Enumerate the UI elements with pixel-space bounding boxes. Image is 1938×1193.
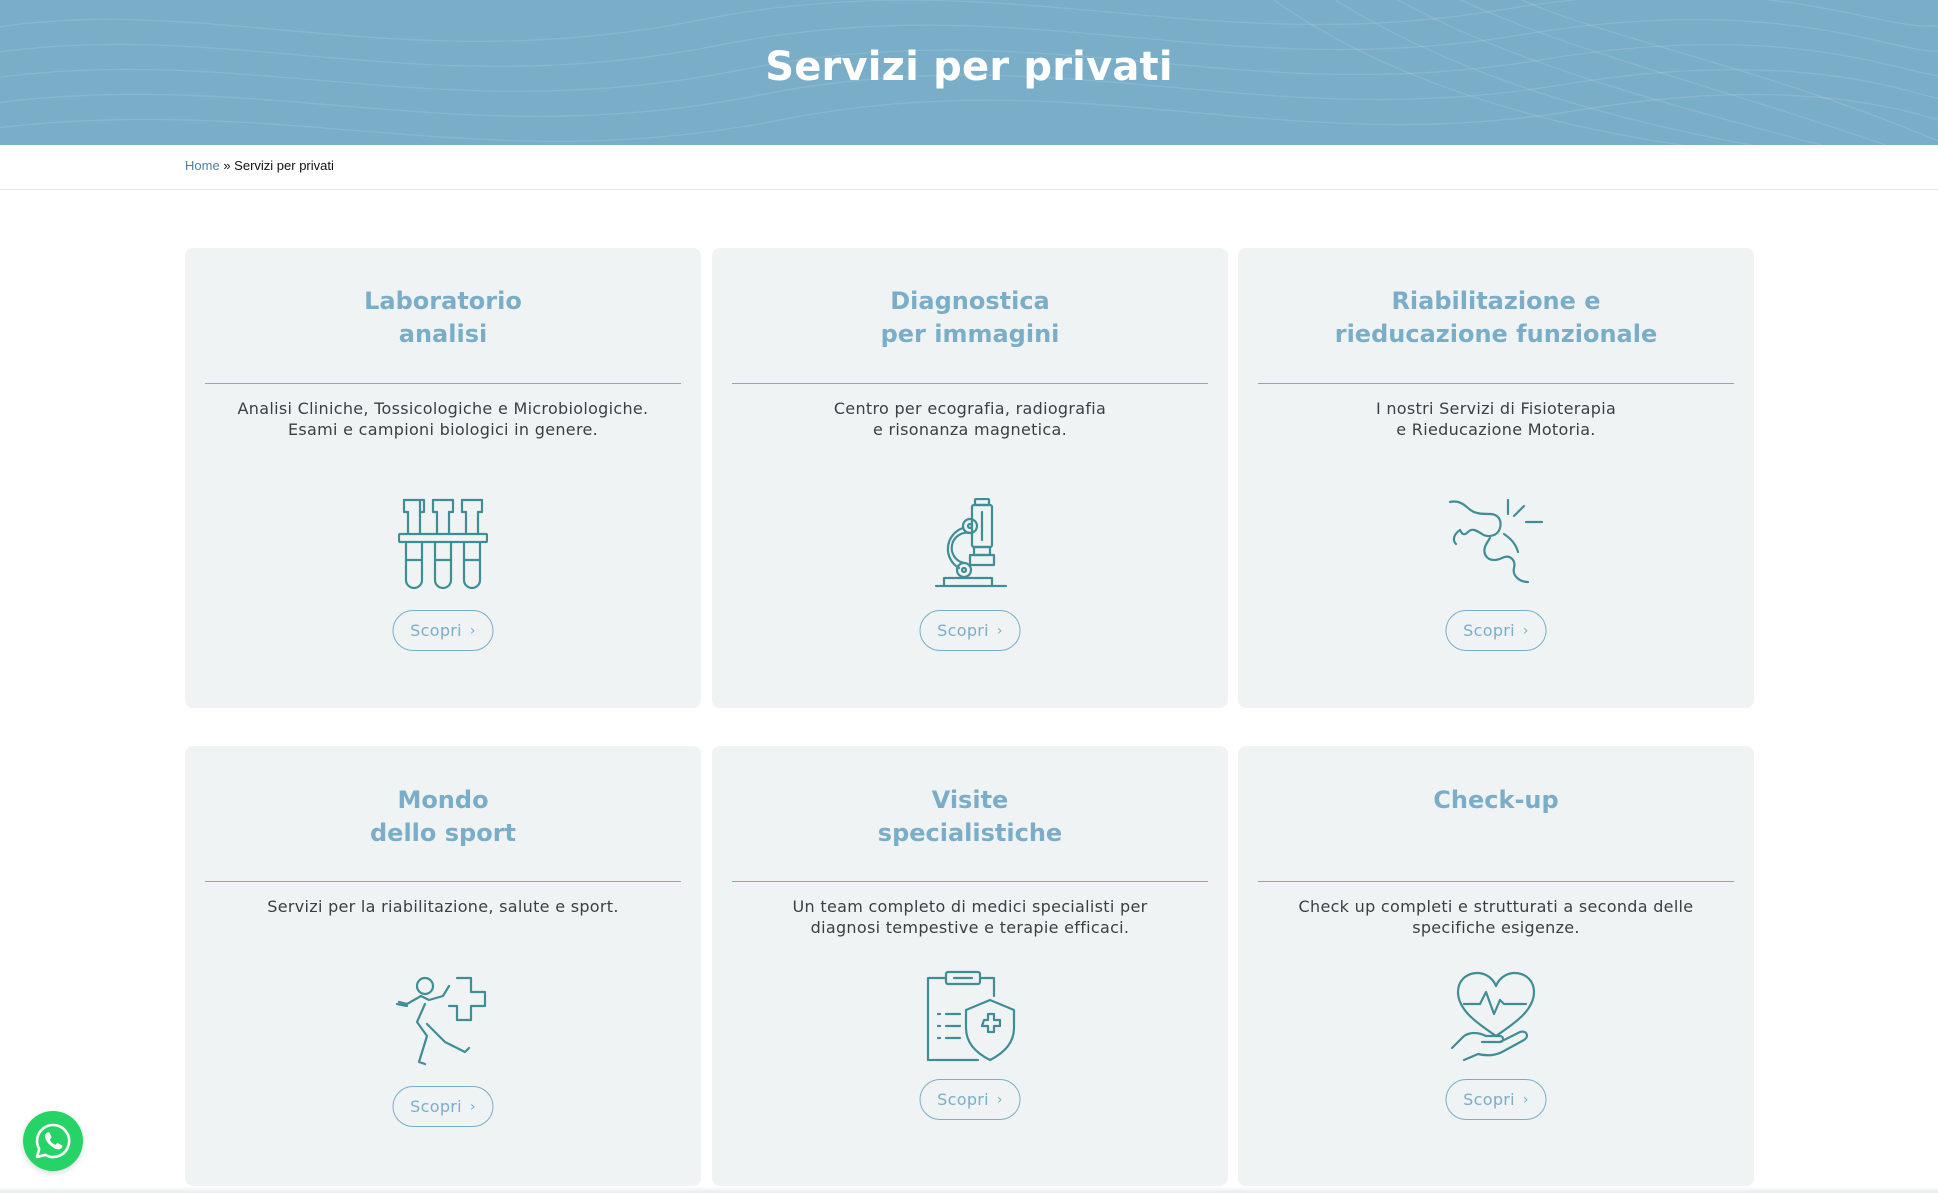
- scopri-button[interactable]: [920, 1079, 1021, 1120]
- breadcrumb-home-link[interactable]: Home: [185, 158, 220, 173]
- service-card-diagnostica: [712, 248, 1228, 708]
- microscope-icon: [930, 498, 1010, 590]
- card-title: [712, 285, 1228, 351]
- card-description-line: Check up completi e strutturati a seconda delle: [1298, 897, 1694, 916]
- scopri-label: Scopri: [410, 621, 462, 640]
- breadcrumb-divider: [0, 189, 1938, 190]
- chevron-right-icon: ›: [1522, 622, 1529, 639]
- page-title: Servizi per privati: [765, 44, 1173, 90]
- card-title-line: Check-up: [1433, 786, 1559, 814]
- card-divider: [732, 383, 1208, 384]
- whatsapp-chat-button[interactable]: [23, 1111, 83, 1171]
- joint-pain-icon: [1448, 498, 1544, 590]
- card-description-line: diagnosi tempestive e terapie efficaci.: [810, 918, 1130, 937]
- card-description-line: e Rieducazione Motoria.: [1396, 420, 1596, 439]
- card-title-line: specialistiche: [877, 819, 1063, 847]
- service-card-riabilitazione: [1238, 248, 1754, 708]
- card-title-line: Diagnostica: [890, 287, 1050, 315]
- card-divider: [1258, 881, 1734, 882]
- service-card-checkup: [1238, 746, 1754, 1186]
- card-title: [1238, 784, 1754, 817]
- card-divider: [205, 881, 681, 882]
- breadcrumb-current: Servizi per privati: [234, 158, 334, 173]
- runner-cross-icon: [395, 974, 491, 1070]
- page-hero: [0, 0, 1938, 145]
- card-title-line: Laboratorio: [364, 287, 522, 315]
- scopri-label: Scopri: [937, 621, 989, 640]
- card-title-line: analisi: [398, 320, 488, 348]
- card-description-line: e risonanza magnetica.: [873, 420, 1067, 439]
- card-description-line: I nostri Servizi di Fisioterapia: [1375, 399, 1617, 418]
- card-title-line: dello sport: [369, 819, 516, 847]
- card-description: [195, 896, 691, 917]
- service-card-sport: [185, 746, 701, 1186]
- scopri-label: Scopri: [937, 1090, 989, 1109]
- service-card-visite: [712, 746, 1228, 1186]
- card-title-line: rieducazione funzionale: [1334, 320, 1658, 348]
- card-divider: [205, 383, 681, 384]
- card-description: [1248, 896, 1744, 938]
- card-description-line: Esami e campioni biologici in genere.: [287, 420, 598, 439]
- card-divider: [732, 881, 1208, 882]
- breadcrumb-separator: »: [223, 158, 231, 173]
- card-description: [1248, 398, 1744, 440]
- clipboard-shield-icon: [924, 970, 1016, 1062]
- card-title: [1238, 285, 1754, 351]
- scopri-button[interactable]: [920, 610, 1021, 651]
- card-title: [712, 784, 1228, 850]
- page-bottom-edge: [0, 1186, 1938, 1193]
- card-description-line: Analisi Cliniche, Tossicologiche e Microbiologiche.: [237, 399, 649, 418]
- card-description-line: Centro per ecografia, radiografia: [833, 399, 1107, 418]
- breadcrumb: [185, 158, 334, 173]
- scopri-label: Scopri: [1463, 1090, 1515, 1109]
- card-title-line: per immagini: [880, 320, 1060, 348]
- card-title: [185, 285, 701, 351]
- card-title-line: Visite: [931, 786, 1009, 814]
- card-divider: [1258, 383, 1734, 384]
- service-card-laboratorio: [185, 248, 701, 708]
- card-title-line: Riabilitazione e: [1391, 287, 1601, 315]
- card-description: [722, 398, 1218, 440]
- scopri-label: Scopri: [410, 1097, 462, 1116]
- scopri-button[interactable]: [1446, 610, 1547, 651]
- card-title: [185, 784, 701, 850]
- chevron-right-icon: ›: [996, 622, 1003, 639]
- chevron-right-icon: ›: [469, 622, 476, 639]
- scopri-label: Scopri: [1463, 621, 1515, 640]
- scopri-button[interactable]: [393, 1086, 494, 1127]
- card-description-line: Servizi per la riabilitazione, salute e sport.: [267, 897, 619, 916]
- chevron-right-icon: ›: [996, 1091, 1003, 1108]
- scopri-button[interactable]: [393, 610, 494, 651]
- card-description: [195, 398, 691, 440]
- card-description-line: specifiche esigenze.: [1412, 918, 1580, 937]
- card-title-line: Mondo: [397, 786, 489, 814]
- chevron-right-icon: ›: [469, 1098, 476, 1115]
- card-description-line: Un team completo di medici specialisti per: [792, 897, 1148, 916]
- test-tubes-icon: [398, 498, 488, 590]
- whatsapp-icon: [34, 1122, 72, 1160]
- scopri-button[interactable]: [1446, 1079, 1547, 1120]
- card-description: [722, 896, 1218, 938]
- heart-hand-icon: [1450, 970, 1542, 1062]
- chevron-right-icon: ›: [1522, 1091, 1529, 1108]
